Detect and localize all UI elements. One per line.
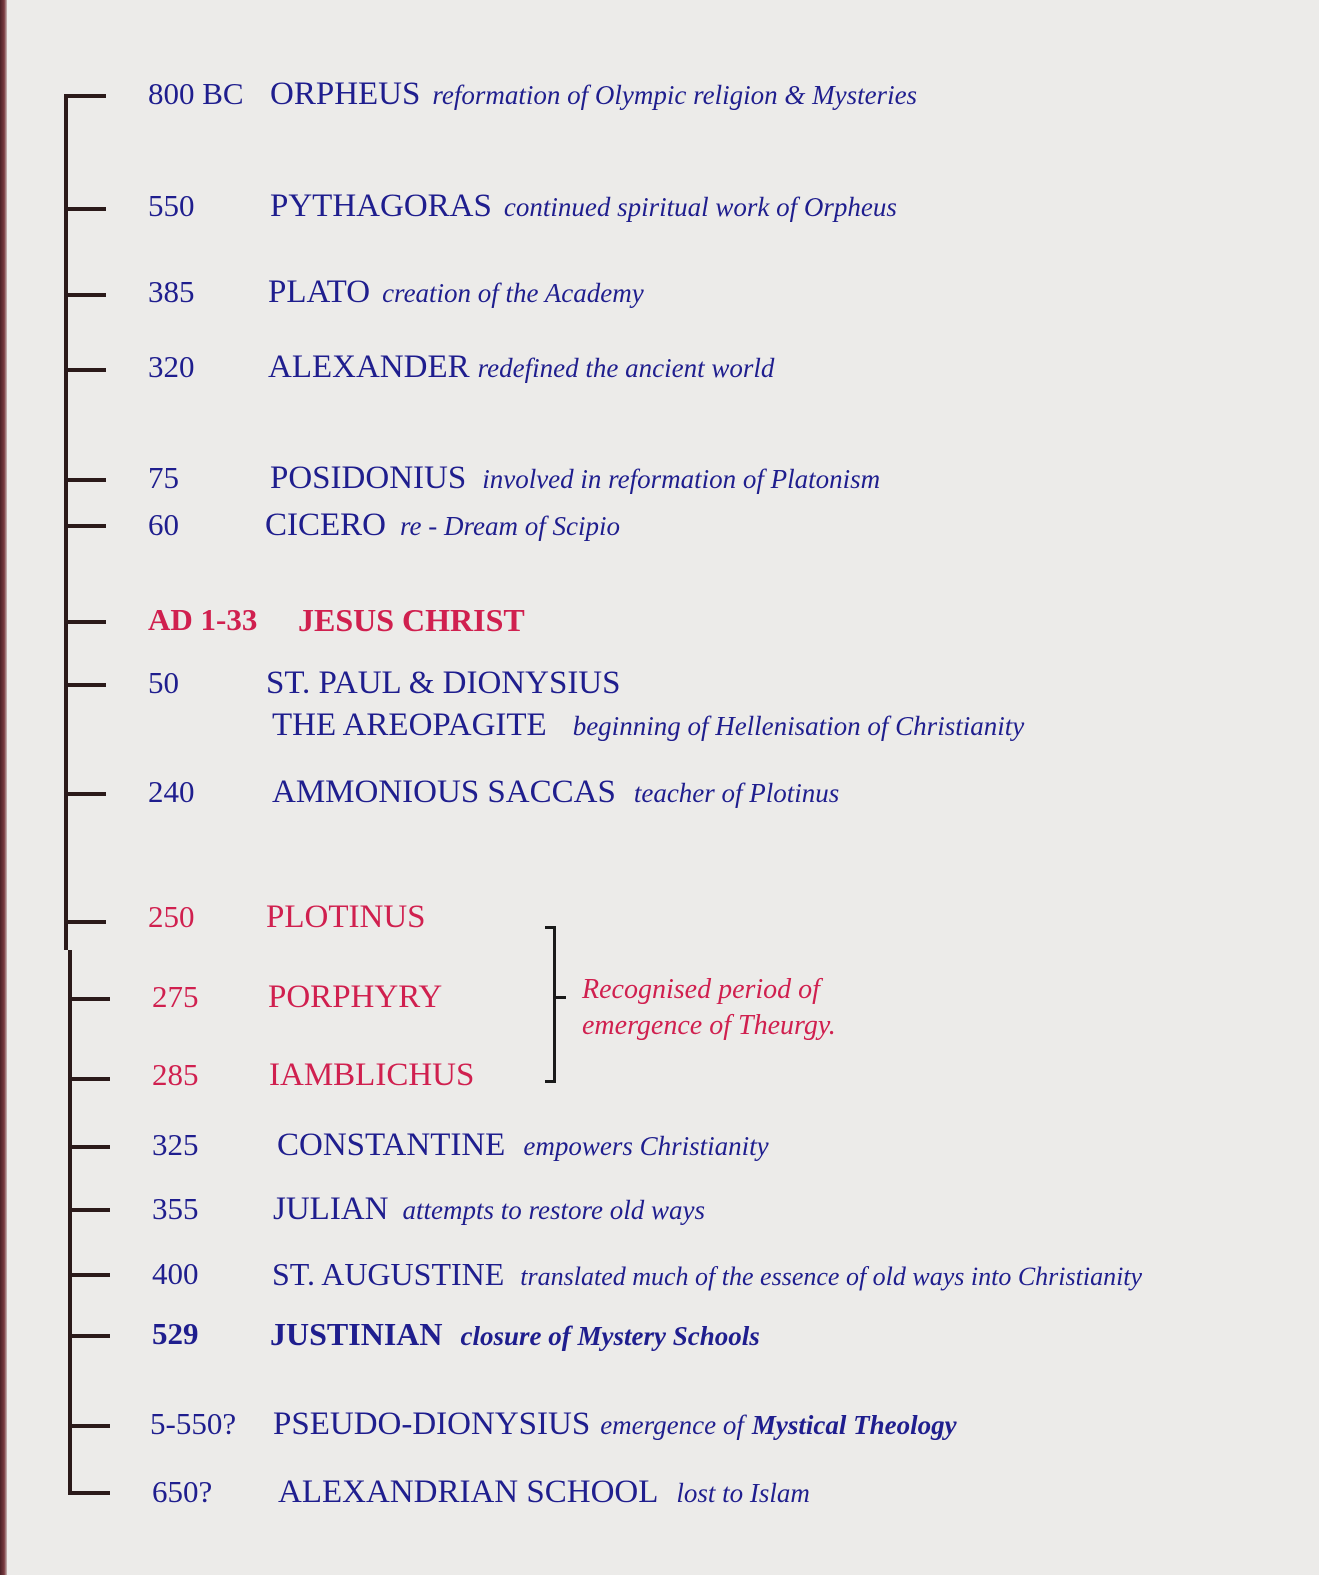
- entry-name: [268, 276, 644, 309]
- entry-description: involved in reformation of Platonism: [482, 464, 881, 494]
- entry-name-text: CICERO: [265, 507, 387, 543]
- entry-description: continued spiritual work of Orpheus: [503, 192, 897, 222]
- entry-name-text: JUSTINIAN: [270, 1316, 443, 1352]
- entry-description: closure of Mystery Schools: [460, 1321, 760, 1351]
- period-bracket: [545, 926, 556, 1083]
- entry-description: translated much of the essence of old ways into Christianity: [520, 1262, 1143, 1291]
- entry-name-text: ST. AUGUSTINE: [272, 1256, 505, 1292]
- timeline-tick: [68, 1334, 110, 1338]
- period-note-line1: Recognised period of: [582, 974, 820, 1005]
- entry-year: 250: [148, 899, 195, 934]
- entry-year: 550: [148, 188, 195, 223]
- entry-year: 355: [152, 1191, 199, 1226]
- timeline-tick: [68, 1145, 110, 1149]
- entry-name-text: AMMONIOUS SACCAS: [272, 774, 616, 810]
- timeline-tick: [64, 207, 106, 211]
- entry-year: 650?: [152, 1474, 213, 1509]
- entry-name-text: ALEXANDRIAN SCHOOL: [278, 1474, 659, 1510]
- timeline-spine-lower: [68, 950, 72, 1494]
- entry-name-line2: [272, 709, 1024, 742]
- entry-year: AD 1-33: [148, 602, 258, 637]
- timeline-tick: [64, 478, 106, 482]
- timeline-tick: [64, 683, 106, 687]
- entry-description: creation of the Academy: [382, 278, 644, 308]
- entry-name-text: ALEXANDER: [268, 349, 470, 385]
- entry-name: [272, 776, 839, 809]
- entry-year: 275: [152, 979, 199, 1014]
- entry-year: 800 BC: [148, 76, 244, 111]
- timeline-tick: [68, 1273, 110, 1277]
- entry-year: 400: [152, 1256, 199, 1291]
- entry-description: reformation of Olympic religion & Mysteries: [432, 80, 918, 110]
- timeline-tick: [68, 1208, 110, 1212]
- page-left-edge: [0, 0, 7, 1575]
- entry-name-text: PLATO: [268, 274, 371, 310]
- entry-year: 385: [148, 274, 195, 309]
- entry-year: 75: [148, 460, 179, 495]
- entry-year: 50: [148, 665, 179, 700]
- timeline-tick: [64, 368, 106, 372]
- entry-name: [272, 1258, 1142, 1290]
- entry-name: JESUS CHRIST: [298, 602, 525, 638]
- entry-year: 325: [152, 1127, 199, 1162]
- timeline-spine-upper: [64, 94, 68, 950]
- entry-name-text: CONSTANTINE: [277, 1127, 506, 1163]
- entry-description: empowers Christianity: [523, 1131, 769, 1161]
- entry-name: [273, 1193, 705, 1226]
- entry-description: redefined the ancient world: [477, 353, 775, 383]
- entry-year: 529: [152, 1316, 199, 1351]
- entry-name: [270, 190, 897, 223]
- timeline-tick: [64, 792, 106, 796]
- entry-description: re - Dream of Scipio: [400, 511, 620, 541]
- entry-year: 320: [148, 349, 195, 384]
- timeline-tick: [64, 620, 106, 624]
- entry-name: [265, 509, 620, 542]
- entry-name-text: JULIAN: [273, 1191, 389, 1227]
- period-note: [582, 972, 836, 1044]
- entry-name: PLOTINUS: [266, 899, 426, 935]
- entry-description: teacher of Plotinus: [633, 778, 840, 808]
- entry-name-text: THE AREOPAGITE: [272, 707, 547, 743]
- entry-description: beginning of Hellenisation of Christianity: [572, 711, 1025, 741]
- entry-name: IAMBLICHUS: [269, 1057, 475, 1093]
- timeline-tick: [68, 1424, 110, 1428]
- entry-name-text: ORPHEUS: [270, 76, 421, 112]
- timeline-tick: [64, 524, 106, 528]
- timeline-tick: [64, 94, 106, 98]
- entry-name: [278, 1476, 810, 1509]
- timeline-tick: [68, 997, 110, 1001]
- entry-year: 60: [148, 507, 179, 542]
- entry-name-text: POSIDONIUS: [270, 460, 467, 496]
- entry-name: ST. PAUL & DIONYSIUS: [266, 665, 621, 701]
- entry-year: 240: [148, 774, 195, 809]
- entry-name: [270, 462, 880, 495]
- entry-year: 5-550?: [150, 1406, 237, 1441]
- entry-name: [270, 1318, 760, 1350]
- timeline-tick: [64, 293, 106, 297]
- entry-name: PORPHYRY: [268, 979, 443, 1015]
- entry-name: [277, 1129, 769, 1162]
- entry-name-text: PSEUDO-DIONYSIUS: [273, 1406, 591, 1442]
- entry-description: emergence of: [600, 1410, 744, 1440]
- timeline-tick: [64, 920, 106, 924]
- entry-description-emphasis: Mystical Theology: [751, 1410, 957, 1440]
- entry-name: [273, 1408, 957, 1441]
- entry-year: 285: [152, 1057, 199, 1092]
- period-note-line2: emergence of Theurgy.: [582, 1010, 836, 1041]
- entry-description: attempts to restore old ways: [402, 1195, 705, 1225]
- entry-description: lost to Islam: [676, 1478, 810, 1508]
- timeline-tick: [68, 1491, 110, 1495]
- timeline-tick: [68, 1077, 110, 1081]
- period-bracket-pointer: [556, 996, 566, 999]
- entry-name-text: PYTHAGORAS: [270, 188, 492, 224]
- entry-name: [268, 351, 774, 384]
- entry-name: [270, 78, 917, 111]
